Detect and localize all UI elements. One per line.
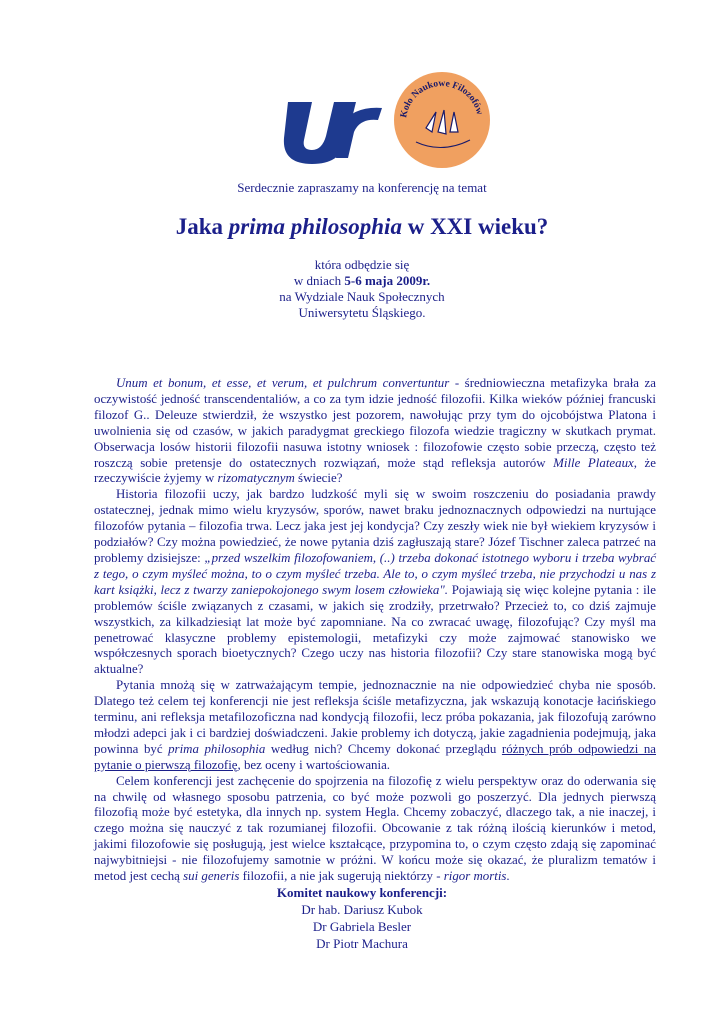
paragraph-3: Pytania mnożą się w zatrważającym tempie, jednoznacznie na nie odpowiedzieć chyba nie sposób. Dlatego też celem tej konferencji nie jest refleksja ściśle metafizyczna, jak wskazują konotacje łacińskiego terminu, ani refleksja metafilozoficzna nad kondycją filozofii, lecz próba pokazania, jak filozofują zarówno młodzi adepci jak i ci bardziej doświadczeni. Jakie problemy ich dotyczą, jakie zagadnienia podejmują, jaka powinna być prima philosophia według nich? Chcemy dokonać przeglądu różnych prób odpowiedzi na pytanie o pierwszą filozofię, bez oceny i wartościowania. [94, 678, 657, 772]
svg-text:Koło Naukowe Filozofów: Koło Naukowe Filozofów [399, 78, 485, 119]
committee-member: Dr Piotr Machura [316, 936, 408, 951]
committee [0, 884, 724, 952]
details-university: Uniwersytetu Śląskiego. [298, 305, 426, 320]
paragraph-1: Unum et bonum, et esse, et verum, et pulchrum convertuntur - średniowieczna metafizyka brała za oczywistość jedność transcendentaliów, a co za tym idzie jedność filozofii. Kilka wieków później francuski filozof G.. Deleuze stwierdził, że wszystko jest pozorem, nawołując przy tym do ojcobójstwa Platona i uwolnienia się od czasów, w jakich paradygmat greckiego filozofa wiedzie tragiczny w skutkach prymat. Obserwacja losów historii filozofii nasuwa istotny wniosek : filozofowie często sobie przeczą, często też roszczą sobie pretensje do ostatecznych rozwiązań, może stąd refleksja autorów Mille Plateaux, że rzeczywiście żyjemy w rizomatycznym świecie? [94, 376, 656, 486]
conference-title: Jaka prima philosophia w XXI wieku? [175, 214, 549, 239]
committee-heading: Komitet naukowy konferencji: [276, 885, 448, 900]
university-logo [282, 98, 386, 166]
body-text [94, 376, 656, 885]
paragraph-2: Historia filozofii uczy, jak bardzo ludzkość myli się w swoim roszczeniu do posiadania prawdy ostatecznej, jednak mimo wielu kryzysów, sporów, nawet braku jednoznacznych odpowiedzi na nurtujące filozofów pytania – filozofia trwa. Lecz jaka jest jej kondycja? Czy zeszły wiek nie był wiekiem kryzysów i podziałów? Czy można powiedzieć, że nowe pytania dziś zagłuszają stare? Józef Tischner zaleca patrzeć na problemy dzisiejsze: „przed wszelkim filozofowaniem, (..) trzeba dokonać istotnego wyboru i trzeba wybrać z tego, o czym myśleć można, to o czym myśleć trzeba. Ale to, o czym myśleć trzeba, nie przychodzi u nas z kart książki, lecz z twarzy zaniepokojonego swym losem człowieka". Pojawiają się więc kolejne pytania : ile problemów ściśle związanych z czasami, w jakich się zrodziły, przetrwało? Przecież to, co dziś zajmuje wszystkich, za kilkadziesiąt lat może być zapomniane. Na co zwracać uwagę, filozofując? Czy myśl ma penetrować klasyczne problemy epistemologii, metafizyki czy może zajmować stanowisko we współczesnych sporach bioetycznych? Czego uczy nas historia filozofii? Czy stare stanowiska mogą być aktualne? [94, 487, 656, 677]
invitation-text: Serdecznie zapraszamy na konferencję na temat [237, 180, 487, 195]
details-line-1: która odbędzie się [314, 257, 410, 272]
philosophy-circle-logo [392, 70, 492, 170]
details-date: w dniach 5-6 maja 2009r. [293, 273, 431, 288]
conference-details [0, 257, 724, 321]
details-faculty: na Wydziale Nauk Społecznych [279, 289, 445, 304]
committee-member: Dr hab. Dariusz Kubok [301, 902, 423, 917]
committee-member: Dr Gabriela Besler [312, 919, 412, 934]
paragraph-4: Celem konferencji jest zachęcenie do spojrzenia na filozofię z wielu perspektyw oraz do oderwania się na chwilę od własnego sposobu patrzenia, co być może pozwoli go poszerzyć. Dla jednych pierwszą filozofią może być estetyka, dla innych np. system Hegla. Chcemy zobaczyć, dlaczego tak, a nie inaczej, i czego można się nauczyć z tak rozumianej filozofii. Obcowanie z tak różną ilością kierunków i metod, jakimi filozofowie się posługują, jest wielce kształcące, przypomina to, o czym często zdają się zapominać najwybitniejsi - nie filozofujemy samotnie w próżni. W końcu może się okazać, że pluralizm tematów i metod jest cechą sui generis filozofii, a nie jak sugerują niektórzy - rigor mortis. [94, 773, 656, 884]
